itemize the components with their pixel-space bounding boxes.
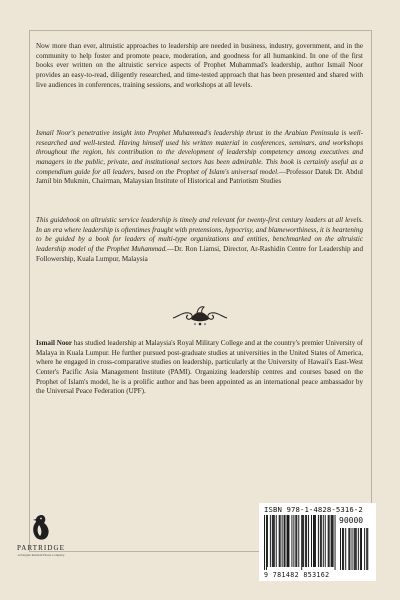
- barcode-bar: [273, 515, 274, 567]
- barcode-bar: [266, 515, 267, 570]
- barcode-bar: [295, 515, 296, 567]
- barcode-bar: [279, 515, 280, 567]
- barcode-bar: [333, 515, 334, 567]
- barcode-addon-bar: [349, 528, 350, 570]
- barcode-addon-bar: [360, 528, 361, 570]
- ean-digits: 9 781482 853162: [264, 571, 330, 579]
- barcode-bar: [335, 515, 336, 570]
- book-description: [36, 42, 363, 90]
- price-code: 90000: [339, 516, 364, 525]
- barcode-bar: [267, 515, 268, 567]
- barcode-bar: [315, 515, 316, 567]
- barcode-bar: [291, 515, 292, 567]
- partridge-bird-logo-icon: [30, 513, 52, 543]
- barcode-bar: [314, 515, 315, 567]
- barcode-addon-bar: [364, 528, 365, 570]
- barcode-bar: [311, 515, 312, 567]
- barcode-addon-bar: [354, 528, 355, 570]
- barcode-bar: [321, 515, 322, 567]
- endorsement-1-quote: Ismail Noor's penetrative insight into Prophet Muhammad's leadership thrust in the Arabian Peninsula is well-researched and well-tested. Having himself used his written material in conferences, seminars, and workshops throughout the region, his contribution to the development of leadership competency among executives and managers in the public, private, and institutional sectors has been admirable. This book is certainly useful as a compendium guide for all leaders, based on the Prophet of Islam's universal model.: [36, 129, 363, 176]
- barcode-addon-bar: [355, 528, 356, 570]
- barcode-addon-bar: [340, 528, 341, 570]
- barcode-bar: [287, 515, 288, 567]
- barcode-bar: [325, 515, 326, 567]
- barcode-bar: [289, 515, 290, 567]
- barcode-addon-bar: [358, 528, 359, 570]
- barcode-bar: [272, 515, 273, 567]
- barcode-bar: [270, 515, 271, 567]
- publisher-name: PARTRIDGE: [16, 544, 66, 552]
- barcode-bar: [332, 515, 333, 567]
- barcode-bar: [264, 515, 265, 570]
- calligraphy-ornament-icon: [171, 304, 229, 328]
- barcode-bar: [301, 515, 302, 570]
- isbn-label: ISBN 978-1-4828-5316-2: [264, 505, 363, 514]
- barcode-addon-bar: [352, 528, 353, 570]
- barcode-bar: [323, 515, 324, 567]
- publisher-tagline: A Penguin Random House Company: [17, 553, 65, 557]
- endorsement-2-quote: This guidebook on altruistic service leadership is timely and relevant for twenty-first century leaders at all levels. In an era where leadership is oftentimes fraught with pretensions, hypocrisy, and blameworthiness, it is heartening to be guided by a book for leaders of multi-type organizations and entities, benchmarked on the altruistic leadership model of the Prophet Muhammad.: [36, 216, 363, 253]
- endorsement-1: [36, 129, 363, 187]
- barcode-bar: [331, 515, 332, 567]
- barcode-bar: [284, 515, 285, 567]
- barcode-bar: [303, 515, 304, 567]
- barcode-bar: [329, 515, 330, 567]
- barcode-addon-bar: [356, 528, 357, 570]
- description-text: Now more than ever, altruistic approaches to leadership are needed in business, industry, government, and in the community to help foster and promote peace, moderation, and goodness for all humankind. In one of the first books ever written on the altruistic service aspects of Prophet Muhammad's leadership, author Ismail Noor provides an easy-to-read, diligently researched, and time-tested approach that has been presented and shared with live audiences in conferences, training sessions, and workshops at all levels.: [36, 42, 363, 89]
- author-bio-text: has studied leadership at Malaysia's Royal Military College and at the country's premier University of Malaya in Kuala Lumpur. He further pursued post-graduate studies at universities in the United States of America, where he engaged in cross-comparative studies on leadership, particularly at the University of Hawaii's East-West Center's Pacific Asia Management Institute (PAMI). Organizing leadership centres and courses based on the Prophet of Islam's model, he is a prolific author and has been appointed as an international peace ambassador by the Universal Peace Federation (UPF).: [36, 339, 363, 396]
- barcode-bar: [288, 515, 289, 567]
- barcode-bar: [293, 515, 294, 567]
- author-name: Ismail Noor: [36, 339, 73, 347]
- barcode-bar: [313, 515, 314, 567]
- endorsement-2: [36, 216, 363, 264]
- barcode-bar: [308, 515, 309, 567]
- barcode-bar: [305, 515, 306, 567]
- barcode-addon-bar: [361, 528, 362, 570]
- barcode-addon-bar: [345, 528, 346, 570]
- author-bio: [36, 339, 363, 397]
- barcode-bar: [302, 515, 303, 567]
- content-border-frame: [29, 30, 372, 552]
- endorsement-1-attribution: —Professor Datuk Dr. Abdul Jamil bin Mukmin, Chairman, Malaysian Institute of Historical and Patriotism Studies: [36, 167, 363, 186]
- barcode-bar: [276, 515, 277, 567]
- barcode-addon-bar: [367, 528, 368, 570]
- barcode-addon-bar: [366, 528, 367, 570]
- barcode-bar: [298, 515, 299, 567]
- barcode-addon-bar: [348, 528, 349, 570]
- barcode-bar: [274, 515, 275, 567]
- barcode-bar: [285, 515, 286, 567]
- barcode-bar: [306, 515, 307, 567]
- barcode-bar: [318, 515, 319, 567]
- barcode-addon-bar: [343, 528, 344, 570]
- endorsement-2-attribution: —Dr. Ron Liamsi, Director, Ar-Rashidin Centre for Leadership and Followership, Kuala Lumpur, Malaysia: [36, 244, 364, 263]
- barcode-bar: [282, 515, 283, 567]
- barcode-addon-bar: [342, 528, 343, 570]
- barcode-bar: [296, 515, 297, 567]
- barcode-bar: [328, 515, 329, 567]
- barcode-bar: [320, 515, 321, 567]
- barcode-bar: [280, 515, 281, 567]
